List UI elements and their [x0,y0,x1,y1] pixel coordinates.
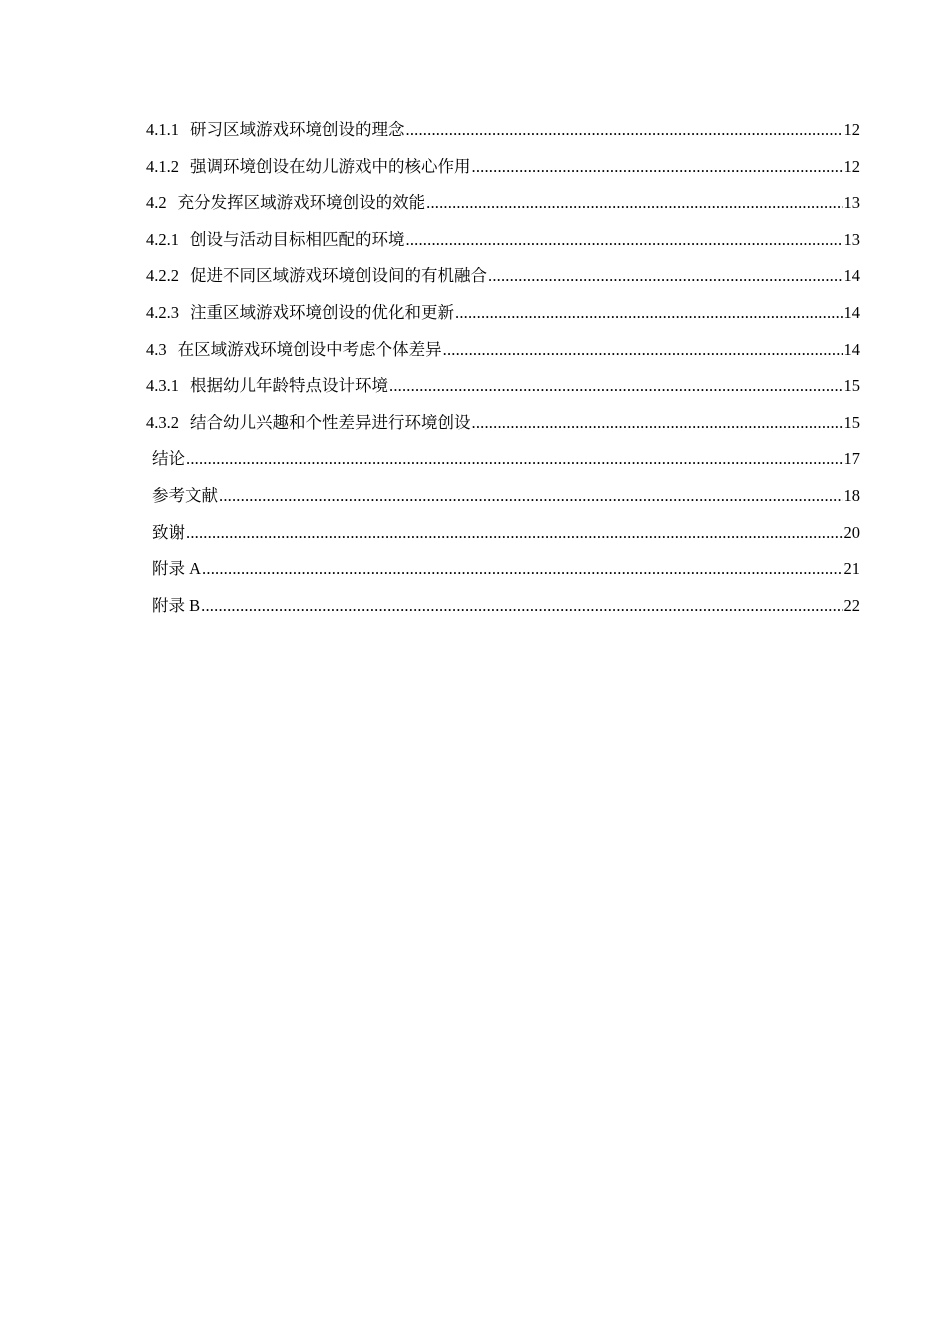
toc-entry-page: 20 [843,522,860,542]
toc-entry-4-3-1[interactable] [146,368,860,405]
toc-entry-title: 致谢 [152,522,185,542]
toc-dot-leader [186,441,843,478]
toc-dot-leader [202,551,842,588]
toc-dot-leader [219,478,843,515]
toc-entry-4-3-2[interactable] [146,405,860,442]
toc-entry-page: 21 [843,559,860,579]
toc-dot-leader [472,149,843,186]
toc-entry-page: 14 [843,266,860,286]
toc-entry-title: 强调环境创设在幼儿游戏中的核心作用 [190,156,471,176]
toc-entry-4-1-1[interactable] [146,112,860,149]
toc-dot-leader [455,295,843,332]
toc-entry-4-2-3[interactable] [146,295,860,332]
toc-entry-acknowledgements[interactable] [146,515,860,552]
toc-entry-number: 4.2.3 [146,302,179,322]
toc-dot-leader [406,222,843,259]
toc-entry-page: 15 [843,412,860,432]
toc-entry-4-2[interactable] [146,185,860,222]
table-of-contents [146,112,860,624]
toc-entry-references[interactable] [146,478,860,515]
toc-entry-page: 13 [843,229,860,249]
toc-entry-4-2-1[interactable] [146,222,860,259]
toc-entry-number: 4.2.1 [146,229,179,249]
toc-entry-page: 22 [843,595,860,615]
toc-entry-page: 14 [843,302,860,322]
toc-entry-title: 充分发挥区域游戏环境创设的效能 [177,193,426,213]
toc-entry-page: 14 [843,339,860,359]
toc-dot-leader [472,405,843,442]
toc-entry-title: 注重区域游戏环境创设的优化和更新 [190,302,454,322]
toc-entry-number: 4.2 [146,193,167,213]
toc-entry-appendix-b[interactable] [146,588,860,625]
toc-dot-leader [488,258,843,295]
toc-entry-title: 创设与活动目标相匹配的环境 [190,229,405,249]
toc-entry-title: 附录 B [152,595,201,615]
toc-entry-title: 促进不同区域游戏环境创设间的有机融合 [190,266,487,286]
toc-entry-title: 结合幼儿兴趣和个性差异进行环境创设 [190,412,471,432]
toc-entry-page: 15 [843,376,860,396]
toc-entry-title: 研习区域游戏环境创设的理念 [190,120,405,139]
toc-entry-page: 17 [843,449,860,469]
toc-entry-page: 13 [843,193,860,213]
toc-entry-conclusion[interactable] [146,441,860,478]
toc-dot-leader [426,185,842,222]
toc-entry-number: 4.3.2 [146,412,179,432]
toc-entry-4-2-2[interactable] [146,258,860,295]
toc-entry-4-3[interactable] [146,332,860,369]
toc-entry-4-1-2[interactable] [146,149,860,186]
toc-entry-title: 根据幼儿年龄特点设计环境 [190,376,388,396]
toc-dot-leader [389,368,843,405]
toc-entry-title: 结论 [152,449,185,469]
toc-entry-page: 12 [843,120,860,139]
toc-dot-leader [406,112,843,149]
toc-dot-leader [443,332,843,369]
toc-entry-number: 4.3.1 [146,376,179,396]
toc-entry-number: 4.1.2 [146,156,179,176]
toc-entry-page: 18 [843,485,860,505]
toc-entry-number: 4.2.2 [146,266,179,286]
toc-entry-page: 12 [843,156,860,176]
toc-entry-appendix-a[interactable] [146,551,860,588]
toc-dot-leader [186,515,843,552]
toc-entry-title: 在区域游戏环境创设中考虑个体差异 [177,339,442,359]
toc-entry-number: 4.3 [146,339,167,359]
toc-entry-title: 参考文献 [152,485,218,505]
toc-entry-number: 4.1.1 [146,120,179,139]
toc-dot-leader [201,588,842,625]
toc-entry-title: 附录 A [152,559,202,579]
